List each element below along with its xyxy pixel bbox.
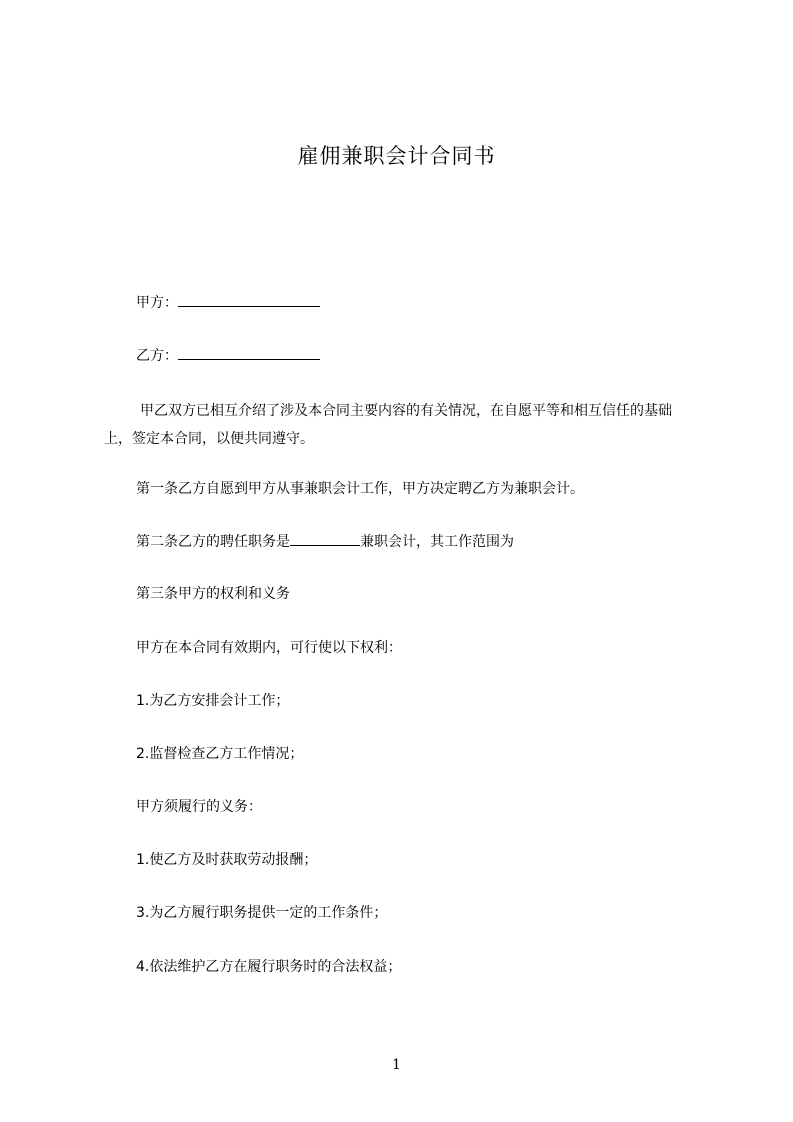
article-2-suffix: 兼职会计，其工作范围为 <box>360 534 514 550</box>
page-number: 1 <box>392 1057 401 1073</box>
rights-item-2: 2.监督检查乙方工作情况； <box>136 746 304 762</box>
party-b-label: 乙方： <box>136 348 178 364</box>
party-b-blank <box>178 345 320 360</box>
party-a-line <box>136 292 320 313</box>
intro-text: 甲乙双方已相互介绍了涉及本合同主要内容的有关情况，在自愿平等和相互信任的基础上，签定本合同，以便共同遵守。 <box>104 403 672 447</box>
duties-item-3: 3.为乙方履行职务提供一定的工作条件； <box>136 905 388 921</box>
duties-intro: 甲方须履行的义务： <box>136 799 262 815</box>
intro-paragraph <box>104 397 694 453</box>
duties-item-4: 4.依法维护乙方在履行职务时的合法权益； <box>136 959 402 975</box>
article-1: 第一条乙方自愿到甲方从事兼职会计工作，甲方决定聘乙方为兼职会计。 <box>136 481 584 497</box>
party-b-line <box>136 345 320 366</box>
rights-item-1: 1.为乙方安排会计工作； <box>136 693 290 709</box>
article-3-title: 第三条甲方的权利和义务 <box>136 586 290 602</box>
party-a-label: 甲方： <box>136 295 178 311</box>
article-2-prefix: 第二条乙方的聘任职务是 <box>136 534 290 550</box>
duties-item-1: 1.使乙方及时获取劳动报酬； <box>136 852 318 868</box>
document-title: 雇佣兼职会计合同书 <box>297 144 496 168</box>
article-2 <box>136 531 514 552</box>
article-2-blank <box>290 531 360 546</box>
party-a-blank <box>178 292 320 307</box>
rights-intro: 甲方在本合同有效期内，可行使以下权利： <box>136 640 402 656</box>
